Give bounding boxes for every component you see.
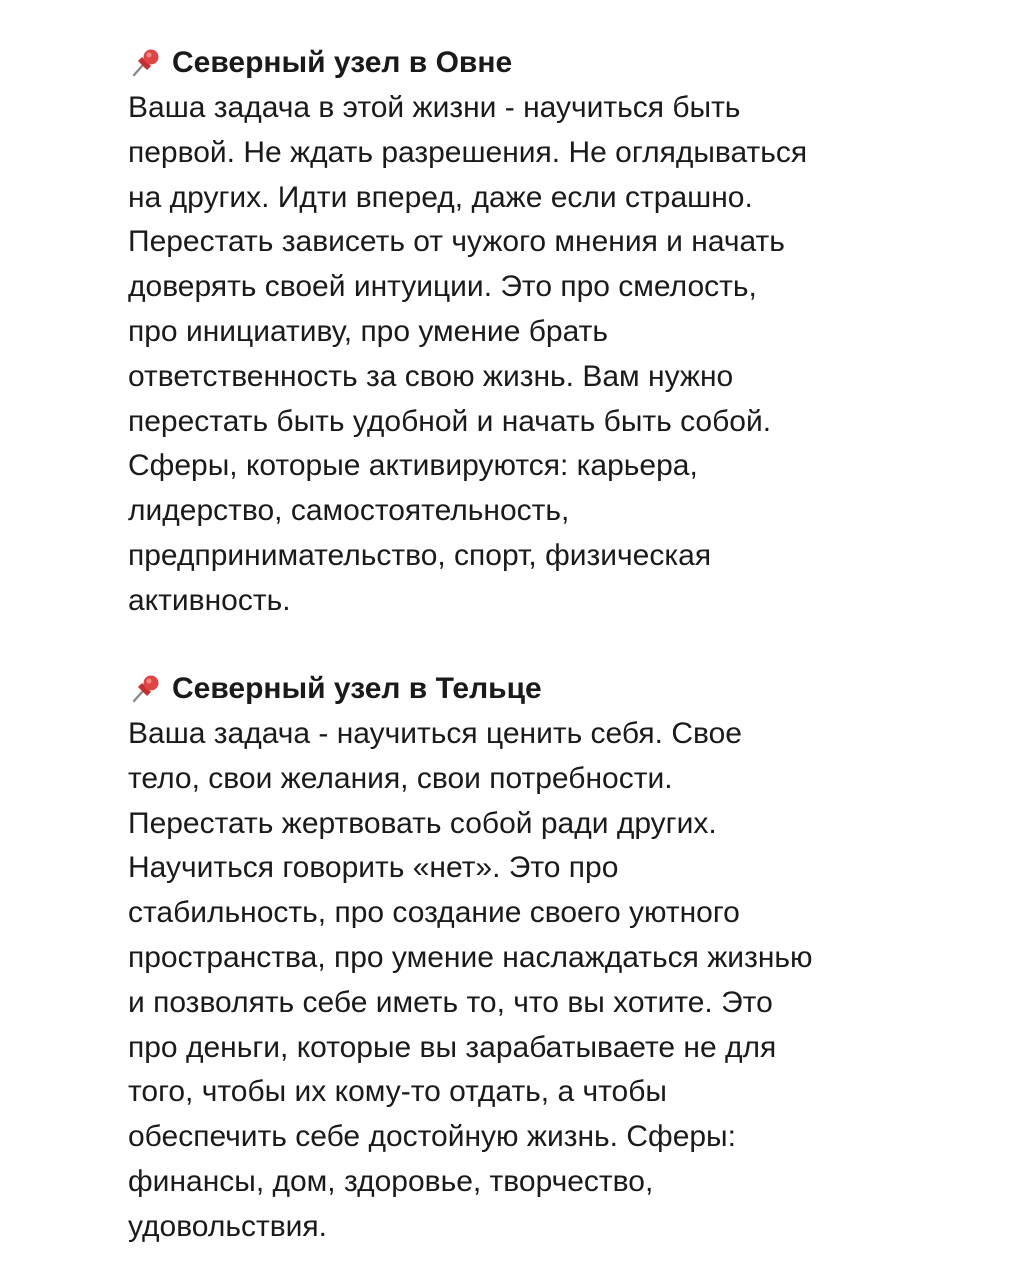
text-line: пространства, про умение наслаждаться жизнью <box>128 940 813 974</box>
text-line: предпринимательство, спорт, физическая <box>128 538 712 572</box>
text-line: тело, свои желания, свои потребности. <box>128 761 673 795</box>
text-line: Перестать жертвовать собой ради других. <box>128 806 717 840</box>
text-line: удовольствия. <box>128 1209 327 1243</box>
text-line: про инициативу, про умение брать <box>128 314 608 348</box>
text-line: лидерство, самостоятельность, <box>128 494 570 528</box>
text-line: Ваша задача в этой жизни - научиться быть <box>128 91 741 124</box>
text-line: ответственность за свою жизнь. Вам нужно <box>128 359 734 393</box>
text-line: перестать быть удобной и начать быть собой. <box>128 404 772 438</box>
section-body <box>128 712 928 1250</box>
section-taurus <box>128 666 928 1250</box>
section-title: Северный узел в Тельце <box>172 672 542 705</box>
text-line: на других. Идти вперед, даже если страшно. <box>128 180 753 214</box>
text-line: финансы, дом, здоровье, творчество, <box>128 1164 654 1198</box>
text-line: Научиться говорить «нет». Это про <box>128 851 619 885</box>
section-heading <box>128 40 928 86</box>
text-line: Сферы, которые активируются: карьера, <box>128 449 698 483</box>
section-heading <box>128 666 928 712</box>
pushpin-icon <box>128 46 162 80</box>
text-line: и позволять себе иметь то, что вы хотите. Это <box>128 985 773 1019</box>
section-aries <box>128 40 928 624</box>
text-line: доверять своей интуиции. Это про смелость, <box>128 270 757 304</box>
text-line: первой. Не ждать разрешения. Не оглядываться <box>128 135 808 169</box>
text-line: обеспечить себе достойную жизнь. Сферы: <box>128 1120 736 1154</box>
text-line: Перестать зависеть от чужого мнения и начать <box>128 225 785 259</box>
text-line: Ваша задача - научиться ценить себя. Свое <box>128 717 742 750</box>
pushpin-icon <box>128 672 162 706</box>
text-line: того, чтобы их кому-то отдать, а чтобы <box>128 1075 667 1109</box>
section-title: Северный узел в Овне <box>172 46 513 79</box>
section-body <box>128 86 928 624</box>
text-line: про деньги, которые вы зарабатываете не для <box>128 1030 777 1064</box>
text-line: стабильность, про создание своего уютного <box>128 896 740 930</box>
text-line: активность. <box>128 583 291 617</box>
